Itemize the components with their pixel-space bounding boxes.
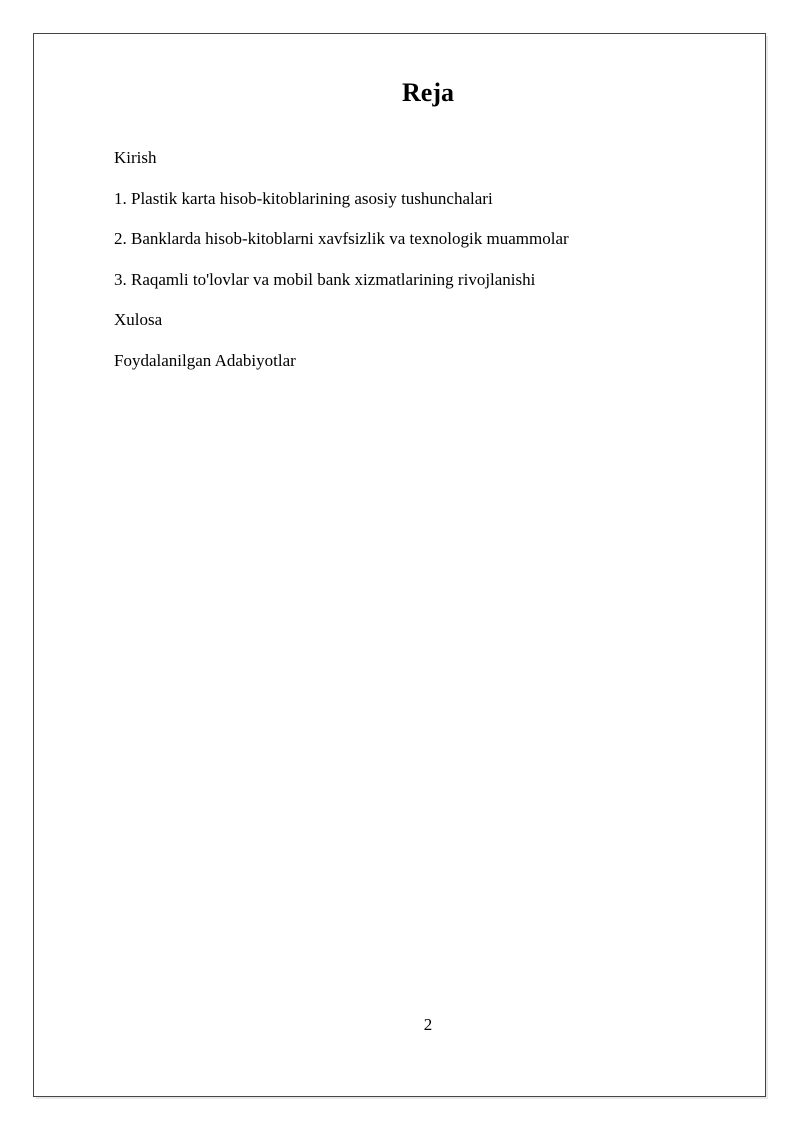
toc-item-xulosa: Xulosa xyxy=(114,310,163,329)
toc-item-2: 2. Banklarda hisob-kitoblarni xavfsizlik va texnologik muammolar xyxy=(114,229,569,248)
toc-item-kirish: Kirish xyxy=(114,148,157,167)
page-number: 2 xyxy=(423,1015,433,1034)
toc-item-1: 1. Plastik karta hisob-kitoblarining asosiy tushunchalari xyxy=(114,188,493,208)
page-shadow-right xyxy=(766,36,768,1099)
page-title: Reja xyxy=(402,78,454,107)
toc-item-adabiyotlar: Foydalanilgan Adabiyotlar xyxy=(114,350,296,370)
table-of-contents xyxy=(114,145,569,388)
toc-item-3: 3. Raqamli to'lovlar va mobil bank xizmatlarining rivojlanishi xyxy=(114,269,536,289)
page-shadow-bottom xyxy=(36,1097,768,1099)
